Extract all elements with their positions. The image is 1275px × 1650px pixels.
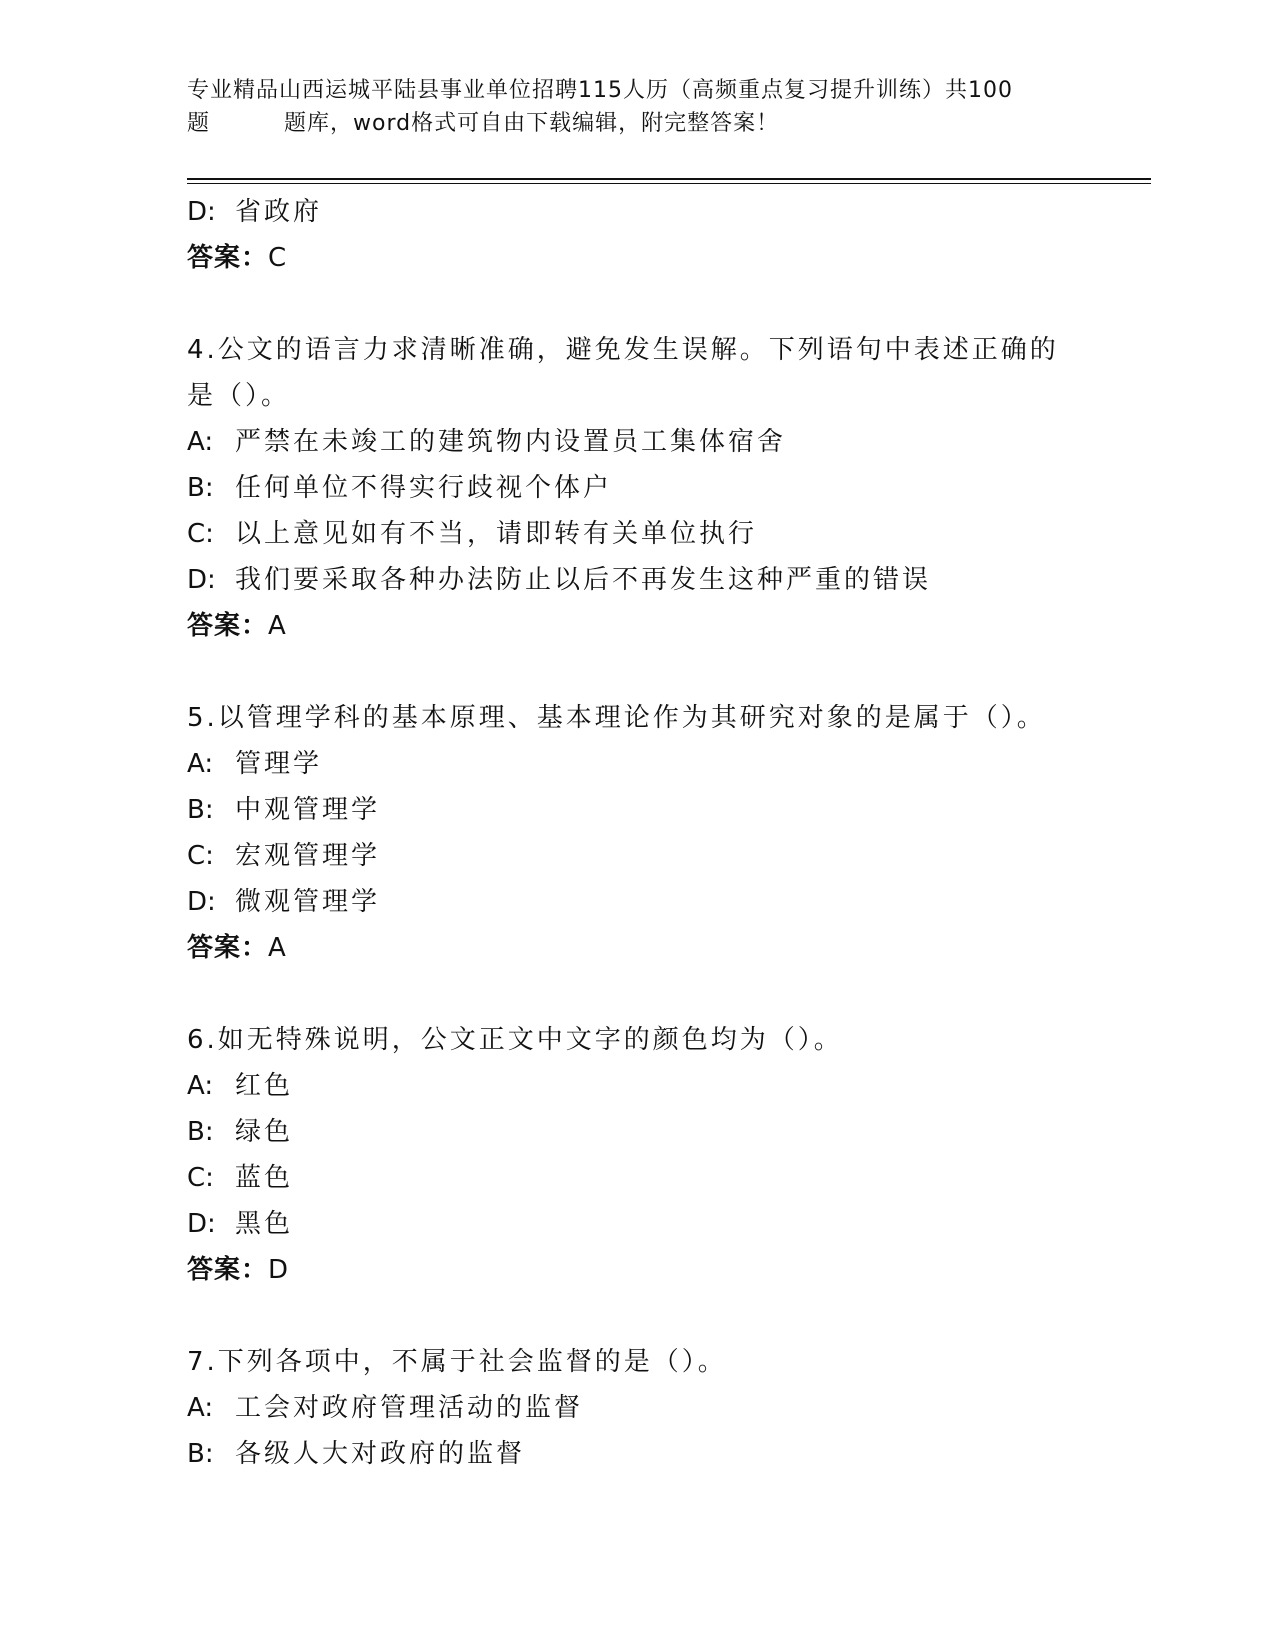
answer-value: A	[268, 933, 287, 963]
question-3-continued	[187, 189, 1087, 281]
option-letter: C:	[187, 841, 214, 871]
option-a	[187, 1063, 1087, 1109]
option-text: 宏观管理学	[235, 841, 381, 871]
option-letter: D:	[187, 1209, 216, 1239]
document-body	[187, 189, 1087, 1477]
answer-line	[187, 1247, 1087, 1293]
question-6	[187, 1017, 1087, 1293]
option-text: 红色	[235, 1071, 294, 1101]
option-text: 绿色	[235, 1117, 294, 1147]
answer-label: 答案：	[187, 611, 269, 641]
option-letter: B:	[187, 795, 214, 825]
question-stem-continued: 是（）。	[187, 381, 291, 411]
header-gap	[210, 107, 284, 140]
option-letter: B:	[187, 1117, 214, 1147]
option-text: 微观管理学	[235, 887, 381, 917]
option-text: 管理学	[235, 749, 323, 779]
answer-line	[187, 603, 1087, 649]
question-7	[187, 1339, 1087, 1477]
option-b	[187, 1109, 1087, 1155]
option-letter: D:	[187, 197, 216, 227]
question-5	[187, 695, 1087, 971]
option-a	[187, 741, 1087, 787]
option-letter: D:	[187, 565, 216, 595]
question-stem: 7.下列各项中，不属于社会监督的是（）。	[187, 1347, 727, 1377]
option-c	[187, 1155, 1087, 1201]
answer-value: A	[268, 611, 287, 641]
question-4	[187, 327, 1087, 649]
option-b	[187, 465, 1087, 511]
option-letter: B:	[187, 1439, 214, 1469]
option-letter: C:	[187, 1163, 214, 1193]
option-d	[187, 557, 1087, 603]
option-text: 严禁在未竣工的建筑物内设置员工集体宿舍	[235, 427, 787, 457]
option-b	[187, 1431, 1087, 1477]
option-letter: A:	[187, 1071, 214, 1101]
question-stem: 4.公文的语言力求清晰准确，避免发生误解。下列语句中表述正确的	[187, 335, 1059, 365]
option-text: 任何单位不得实行歧视个体户	[235, 473, 613, 503]
option-text: 我们要采取各种办法防止以后不再发生这种严重的错误	[235, 565, 932, 595]
option-text: 工会对政府管理活动的监督	[235, 1393, 584, 1423]
option-text: 各级人大对政府的监督	[235, 1439, 526, 1469]
option-c	[187, 833, 1087, 879]
header-divider-thin	[187, 183, 1151, 184]
option-text: 蓝色	[235, 1163, 294, 1193]
header-title-line1: 专业精品山西运城平陆县事业单位招聘115人历（高频重点复习提升训练）共100	[187, 78, 1013, 103]
option-d	[187, 879, 1087, 925]
answer-label: 答案：	[187, 1255, 269, 1285]
option-d	[187, 1201, 1087, 1247]
option-b	[187, 787, 1087, 833]
answer-line	[187, 925, 1087, 971]
option-a	[187, 1385, 1087, 1431]
option-text: 中观管理学	[235, 795, 381, 825]
option-c	[187, 511, 1087, 557]
option-letter: A:	[187, 749, 214, 779]
answer-label: 答案：	[187, 933, 269, 963]
header-title-line2	[187, 107, 1087, 140]
question-stem: 6.如无特殊说明，公文正文中文字的颜色均为（）。	[187, 1025, 843, 1055]
option-text: 黑色	[235, 1209, 294, 1239]
option-letter: B:	[187, 473, 214, 503]
answer-line	[187, 235, 1087, 281]
header-title-line2-left: 题	[187, 111, 211, 136]
option-letter: A:	[187, 427, 214, 457]
header-title-line2-right: 题库，word格式可自由下载编辑，附完整答案！	[284, 111, 780, 136]
answer-label: 答案：	[187, 243, 269, 273]
answer-value: D	[268, 1255, 290, 1285]
option-d	[187, 189, 1087, 235]
option-letter: C:	[187, 519, 214, 549]
option-letter: A:	[187, 1393, 214, 1423]
header-divider-thick	[187, 178, 1151, 180]
option-text: 以上意见如有不当，请即转有关单位执行	[235, 519, 758, 549]
option-a	[187, 419, 1087, 465]
option-letter: D:	[187, 887, 216, 917]
option-text: 省政府	[235, 197, 323, 227]
question-stem: 5.以管理学科的基本原理、基本理论作为其研究对象的是属于（）。	[187, 703, 1046, 733]
page-header	[187, 74, 1087, 140]
answer-value: C	[268, 243, 288, 273]
